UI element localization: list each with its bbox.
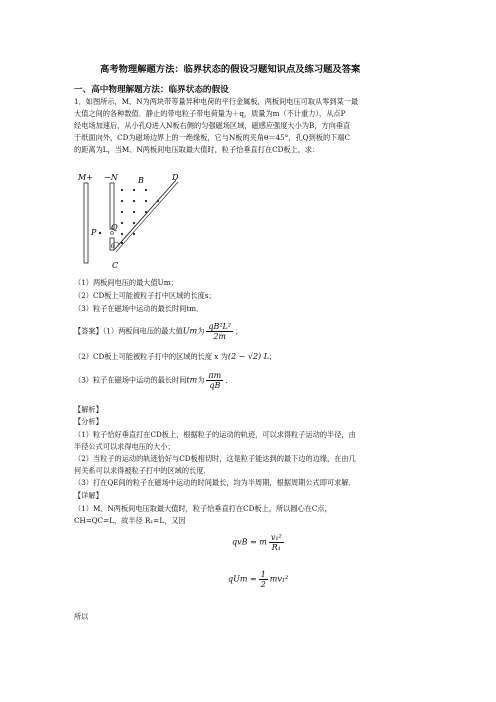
page-title: 高考物理解题方法：临界状态的假设习题知识点及练习题及答案 bbox=[100, 64, 361, 75]
suoyi-text: 所以 bbox=[74, 612, 89, 621]
question-item: （2）CD板上可能被粒子打中区域的长度s； bbox=[74, 291, 216, 300]
problem-line: 大值之间的各种数值．静止的带电粒子带电荷量为＋q，质量为m（不计重力），从点P bbox=[74, 109, 346, 118]
equation-1 bbox=[232, 533, 286, 552]
equation-2-left: qUm = bbox=[228, 574, 257, 584]
answer-3-end: ． bbox=[225, 375, 233, 385]
label-c: C bbox=[112, 261, 119, 270]
analysis-line: （1）粒子恰好垂直打在CD板上，根据粒子的运动的轨迹，可以求得粒子运动的半径，由 bbox=[74, 430, 356, 439]
equation-1-left: qvB = m bbox=[232, 537, 267, 547]
fraction-numerator: qB²L² bbox=[208, 322, 232, 331]
detail-line: （1）M、N两板间电压取最大值时，粒子恰垂直打在CD板上，所以圆心在C点， bbox=[74, 504, 332, 513]
analysis-line: （2）当粒子的运动的轨迹恰好与CD板相切时，这是粒子能达到的最下边的边缘，在由几 bbox=[74, 454, 356, 463]
question-item: （3）粒子在磁场中运动的最长时间tm． bbox=[74, 304, 204, 313]
equation-2-right: mv₁² bbox=[269, 574, 289, 584]
fraction-denominator: 2 bbox=[260, 580, 266, 589]
jiexi-heading: 【解析】 bbox=[74, 405, 103, 414]
answer-1-fraction bbox=[206, 322, 233, 341]
equation-2-fraction bbox=[259, 570, 268, 589]
answer-2-expr: (2 − √2) L bbox=[227, 352, 270, 361]
fraction-denominator: qB bbox=[209, 381, 221, 390]
answer-3-prefix: （3）粒子在磁场中运动的最长时间 bbox=[74, 375, 187, 385]
fraction-numerator: πm bbox=[208, 371, 222, 380]
label-d: D bbox=[172, 173, 179, 182]
answer-2 bbox=[74, 352, 276, 362]
physics-figure bbox=[72, 168, 190, 273]
section-heading: 一、高中物理解题方法：临界状态的假设 bbox=[74, 85, 229, 95]
answer-1 bbox=[74, 322, 242, 341]
answer-2-prefix: （2）CD板上可能被粒子打中的区域的长度 x 为 bbox=[74, 352, 228, 361]
label-p: P bbox=[91, 228, 97, 237]
problem-line: 1．如图所示，M、N为两块带等量异种电荷的平行金属板，两板间电压可取从零到某一最 bbox=[74, 97, 359, 106]
answer-3-var: tm bbox=[186, 375, 198, 385]
xiangjie-heading: 【详解】 bbox=[74, 491, 103, 500]
answer-2-end: ； bbox=[269, 352, 277, 361]
fraction-denominator: R₁ bbox=[271, 543, 281, 552]
equation-2 bbox=[228, 570, 288, 589]
board-cd bbox=[114, 180, 176, 250]
analysis-line: （3）打在QE间的粒子在磁场中运动的时间最长，均为半周期，根据周期公式即可求解． bbox=[74, 478, 356, 487]
problem-line: 于纸面向外，CD为磁场边界上的一绝缘板，它与N板的夹角θ＝45°，孔Q到板的下端C bbox=[74, 133, 351, 142]
problem-line: 的距离为L，当M、N两板间电压取最大值时，粒子恰垂直打在CD板上，求： bbox=[74, 145, 320, 154]
answer-1-var: Um bbox=[182, 326, 198, 336]
plate-m bbox=[84, 183, 88, 263]
answer-3-mid: 为 bbox=[197, 375, 205, 385]
fraction-numerator: 1 bbox=[260, 570, 266, 579]
board-cd-inner bbox=[116, 182, 178, 252]
label-n: −N bbox=[104, 173, 118, 182]
equation-1-fraction bbox=[269, 533, 284, 552]
problem-line: 经电场加速后，从小孔Q进入N板右侧的匀强磁场区域，磁感应强度大小为B，方向垂直 bbox=[74, 121, 351, 130]
answer-1-end: ； bbox=[235, 326, 243, 336]
label-theta: θ bbox=[111, 243, 115, 250]
fenxi-heading: 【分析】 bbox=[74, 417, 103, 426]
label-b: B bbox=[138, 176, 144, 185]
answer-1-prefix: 【答案】（1）两板间电压的最大值 bbox=[74, 326, 183, 336]
label-m: M+ bbox=[78, 173, 93, 182]
answer-3-fraction bbox=[206, 371, 223, 390]
point-p bbox=[99, 232, 101, 234]
fraction-numerator: v₁² bbox=[270, 533, 282, 542]
detail-line: CH=QC=L，故半径 R₁=L，又因 bbox=[74, 516, 186, 525]
answer-1-mid: 为 bbox=[197, 326, 205, 336]
analysis-line: 半径公式可以求得电压的大小； bbox=[74, 442, 175, 451]
analysis-line: 何关系可以求得被粒子打中的区域的长度． bbox=[74, 466, 211, 475]
hole-q bbox=[111, 232, 114, 235]
label-q: Q bbox=[111, 223, 118, 232]
fraction-denominator: 2m bbox=[213, 332, 227, 341]
answer-3 bbox=[74, 371, 232, 390]
question-item: （1）两板间电压的最大值Um； bbox=[74, 278, 178, 287]
